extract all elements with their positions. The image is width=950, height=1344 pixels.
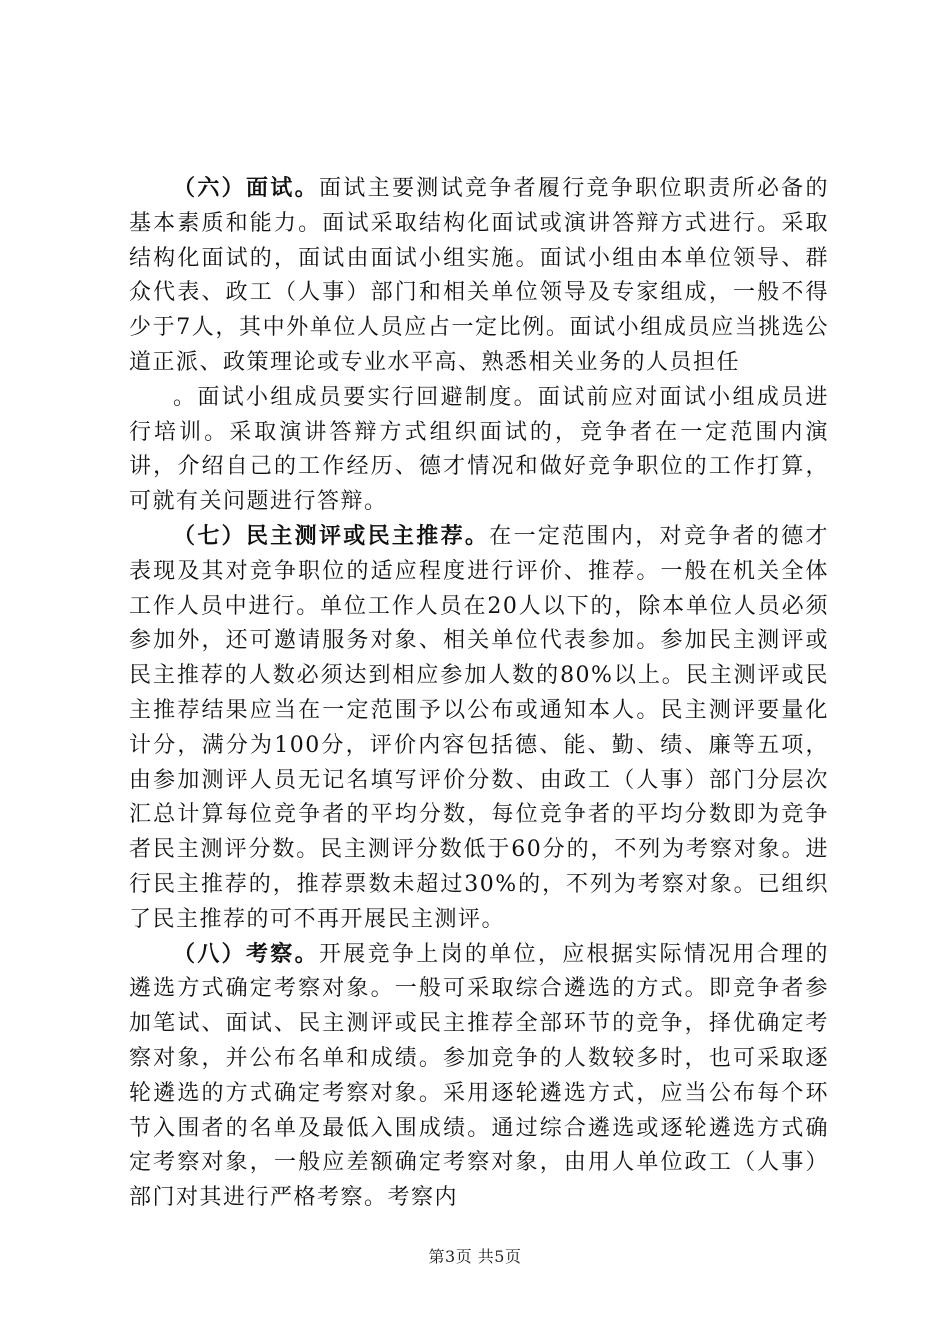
paragraph-text: 开展竞争上岗的单位，应根据实际情况用合理的遴选方式确定考察对象。一般可采取综合遴选的方式。即竞争者参加笔试、面试、民主测评或民主推荐全部环节的竞争，择优确定考察对象，并公布名单和成绩。参加竞争的人数较多时，也可采取逐轮遴选的方式确定考察对象。采用逐轮遴选方式，应当公布每个环节入围者的名单及最低入围成绩。通过综合遴选或逐轮遴选方式确定考察对象，一般应差额确定考察对象，由用人单位政工（人事）部门对其进行严格考察。考察内 (129, 941, 829, 1211)
section-heading-democratic-evaluation: （七）民主测评或民主推荐。 (173, 523, 490, 549)
section-heading-inspection: （八）考察。 (173, 941, 319, 967)
section-heading-interview: （六）面试。 (173, 176, 319, 201)
paragraph-interview (129, 172, 829, 381)
paragraph-text: 面试主要测试竞争者履行竞争职位职责所必备的基本素质和能力。面试采取结构化面试或演讲答辩方式进行。采取结构化面试的，面试由面试小组实施。面试小组由本单位领导、群众代表、政工（人事）部门和相关单位领导及专家组成，一般不得少于7人，其中外单位人员应占一定比例。面试小组成员应当挑选公道正派、政策理论或专业水平高、熟悉相关业务的人员担任 (129, 176, 829, 375)
page-footer (0, 1244, 950, 1267)
paragraph-text: 。面试小组成员要实行回避制度。面试前应对面试小组成员进行培训。采取演讲答辩方式组织面试的，竞争者在一定范围内演讲，介绍自己的工作经历、德才情况和做好竞争职位的工作打算，可就有关问题进行答辩。 (129, 384, 829, 515)
paragraph-text: 在一定范围内，对竞争者的德才表现及其对竞争职位的适应程度进行评价、推荐。一般在机关全体工作人员中进行。单位工作人员在20人以下的，除本单位人员必须参加外，还可邀请服务对象、相关单位代表参加。参加民主测评或民主推荐的人数必须达到相应参加人数的80%以上。民主测评或民主推荐结果应当在一定范围予以公布或通知本人。民主测评要量化计分，满分为100分，评价内容包括德、能、勤、绩、廉等五项，由参加测评人员无记名填写评价分数、由政工（人事）部门分层次汇总计算每位竞争者的平均分数，每位竞争者的平均分数即为竞争者民主测评分数。民主测评分数低于60分的，不列为考察对象。进行民主推荐的，推荐票数未超过30%的，不列为考察对象。已组织了民主推荐的可不再开展民主测评。 (129, 523, 829, 932)
page-number: 第3页 共5页 (428, 1247, 522, 1266)
paragraph-interview-continued (129, 381, 829, 520)
paragraph-inspection (129, 938, 829, 1216)
body-text (129, 172, 829, 1216)
paragraph-democratic-evaluation (129, 520, 829, 938)
